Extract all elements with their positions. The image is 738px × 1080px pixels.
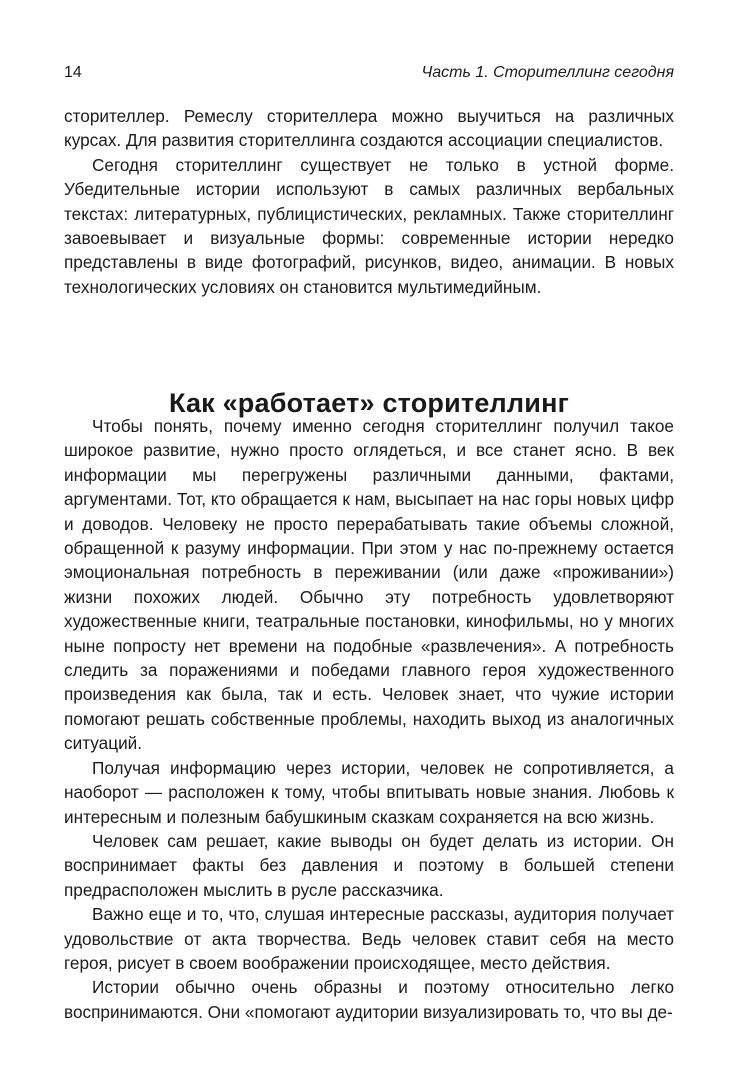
paragraph: Получая информацию через истории, человек не сопротивляется, а наоборот — расположен к тому, чтобы впитывать новые знания. Любовь к интересным и полезным бабушкиным сказкам сохраняется на всю жизнь.	[64, 757, 674, 827]
running-title: Часть 1. Сторителлинг сегодня	[421, 64, 674, 81]
paragraph: сторителлер. Ремеслу сторителлера можно выучиться на различных курсах. Для развития сторителлинга создаются ассоциации специалистов.	[64, 106, 674, 151]
section-heading: Как «работает» сторителлинг	[168, 388, 570, 419]
paragraph: Человек сам решает, какие выводы он будет делать из истории. Он воспринимает факты без давления и поэтому в большей степени предрасположен мыслить в русле рассказчика.	[64, 830, 674, 900]
paragraph: Сегодня сторителлинг существует не только в устной форме. Убедительные истории используют в самых различных вербальных текстах: литературных, публицистических, рекламных. Также сторителлинг завоевывает и визуальные формы: современные истории нередко представлены в виде фотографий, рисунков, видео, анимации. В новых технологических условиях он становится мультимедийным.	[64, 154, 674, 297]
page-number: 14	[64, 64, 82, 81]
page-header	[64, 62, 674, 84]
section-text	[64, 414, 674, 1024]
intro-text	[64, 104, 674, 299]
paragraph: Чтобы понять, почему именно сегодня сторителлинг получил такое широкое развитие, нужно просто оглядеться, и все станет ясно. В век информации мы перегружены различными данными, фактами, аргументами. Тот, кто обращается к нам, высыпает на нас горы новых цифр и доводов. Человеку не просто перерабатывать такие объемы сложной, обращенной к разуму информации. При этом у нас по-прежнему остается эмоциональная потребность в переживании (или даже «проживании») жизни похожих людей. Обычно эту потребность удовлетворяют художественные книги, театральные постановки, кинофильмы, но у многих ныне попросту нет времени на подобные «развлечения». А потребность следить за поражениями и победами главного героя художественного произведения как была, так и есть. Человек знает, что чужие истории помогают решать собственные проблемы, находить выход из аналогичных ситуаций.	[64, 416, 674, 754]
paragraph: Истории обычно очень образны и поэтому относительно легко воспринимаются. Они «помогают аудитории визуализировать то, что вы де-	[64, 977, 674, 1022]
paragraph: Важно еще и то, что, слушая интересные рассказы, аудитория получает удовольствие от акта творчества. Ведь человек ставит себя на место героя, рисует в своем воображении происходящее, место действия.	[64, 904, 674, 973]
